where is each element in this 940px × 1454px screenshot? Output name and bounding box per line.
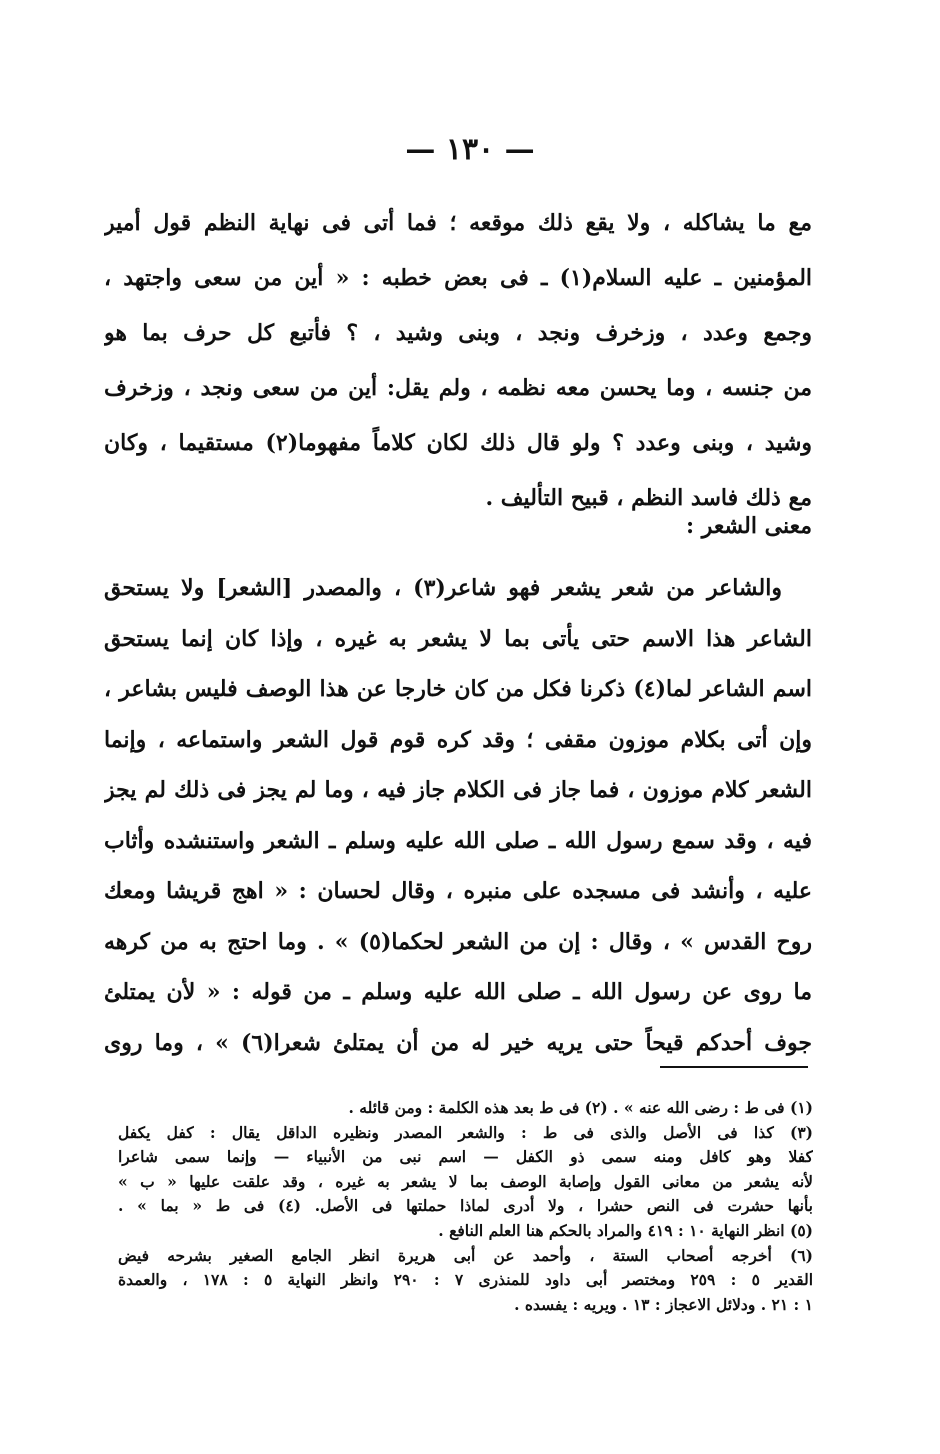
text-line: عليه ، وأنشد فى مسجده على منبره ، وقال لحسان : « اهج قريشا ومعك: [104, 878, 812, 904]
footnote-line: (٣) كذا فى الأصل والذى فى ط : والشعر المصدر ونظيره الداقل يقال : كفل يكفل: [118, 1122, 813, 1142]
text-line: وشيد ، وبنى وعدد ؟ ولو قال ذلك لكان كلاماً مفهوما(٢) مستقيما ، وكان: [104, 430, 812, 456]
text-line: وجمع وعدد ، وزخرف ونجد ، وبنى وشيد ، ؟ فأتبع كل حرف بما هو: [104, 320, 812, 346]
text-line: الشعر كلام موزون ، فما جاز فى الكلام جاز فيه ، وما لم يجز فى ذلك لم يجز: [104, 777, 812, 803]
text-line: الشاعر هذا الاسم حتى يأتى بما لا يشعر به غيره ، وإذا كان إنما يستحق: [104, 625, 812, 652]
page-number: — ١٣٠ —: [405, 132, 535, 167]
text-line: والشاعر من شعر يشعر فهو شاعر(٣) ، والمصدر [الشعر] ولا يستحق: [104, 575, 782, 601]
footnote-line: (٥) انظر النهاية ١٠ : ٤١٩ والمراد بالحكم هنا العلم النافع .: [438, 1220, 813, 1240]
footnote-separator: [660, 1066, 808, 1068]
text-line: جوف أحدكم قيحاً حتى يريه خير له من أن يمتلئ شعرا(٦) » ، وما روى: [104, 1029, 812, 1056]
text-line: وإن أتى بكلام موزون مقفى ؛ وقد كره قوم قول الشعر واستماعه ، وإنما: [104, 726, 812, 753]
section-heading: معنى الشعر :: [685, 513, 812, 539]
footnote-line: (١) فى ط : رضى الله عنه » . (٢) فى ط بعد هذه الكلمة : ومن قائله .: [348, 1098, 813, 1117]
footnote-line: بأنها حشرت فى النص حشرا ، ولا أدرى لماذا حملتها فى الأصل. (٤) فى ط « بما » .: [118, 1196, 813, 1216]
text-line: المؤمنين ـ عليه السلام(١) ـ فى بعض خطبه : « أين من سعى واجتهد ،: [104, 265, 812, 291]
footnote-line: كفلا وهو كافل ومنه سمى ذو الكفل — اسم نبى من الأنبياء — وإنما سمى شاعرا: [118, 1147, 813, 1167]
text-line: من جنسه ، وما يحسن معه نظمه ، ولم يقل: أين من سعى ونجد ، وزخرف: [104, 375, 812, 401]
text-line: فيه ، وقد سمع رسول الله ـ صلى الله عليه وسلم ـ الشعر واستنشده وأثاب: [104, 827, 812, 854]
text-line: روح القدس » ، وقال : إن من الشعر لحكما(٥) » . وما احتج به من كرهه: [104, 928, 812, 955]
footnote-line: القدير ٥ : ٢٥٩ ومختصر أبى داود للمنذرى ٧ : ٢٩٠ وانظر النهاية ٥ : ١٧٨ ، والعمدة: [118, 1270, 813, 1290]
paragraph-2: [104, 563, 812, 1068]
paragraph-1: [104, 196, 812, 526]
text-line: مع ما يشاكله ، ولا يقع ذلك موقعه ؛ فما أتى فى نهاية النظم قول أمير: [104, 210, 812, 236]
text-line: مع ذلك فاسد النظم ، قبيح التأليف .: [485, 485, 812, 511]
text-line: اسم الشاعر لما(٤) ذكرنا فكل من كان خارجا عن هذا الوصف فليس بشاعر ،: [104, 676, 812, 702]
footnote-line: (٦) أخرجه أصحاب الستة ، وأحمد عن أبى هريرة انظر الجامع الصغير بشرحه فيض: [118, 1245, 813, 1265]
footnotes: [118, 1096, 813, 1317]
footnote-line: لأنه يشعر من معانى القول وإصابة الوصف بما لا يشعر به غيره ، وقد علقت عليها « ب »: [118, 1171, 813, 1191]
text-line: ما روى عن رسول الله ـ صلى الله عليه وسلم ـ من قوله : « لأن يمتلئ: [104, 979, 812, 1005]
footnote-line: ١ : ٢١ . ودلائل الاعجاز : ١٣ . ويريه : يفسده .: [514, 1294, 813, 1314]
